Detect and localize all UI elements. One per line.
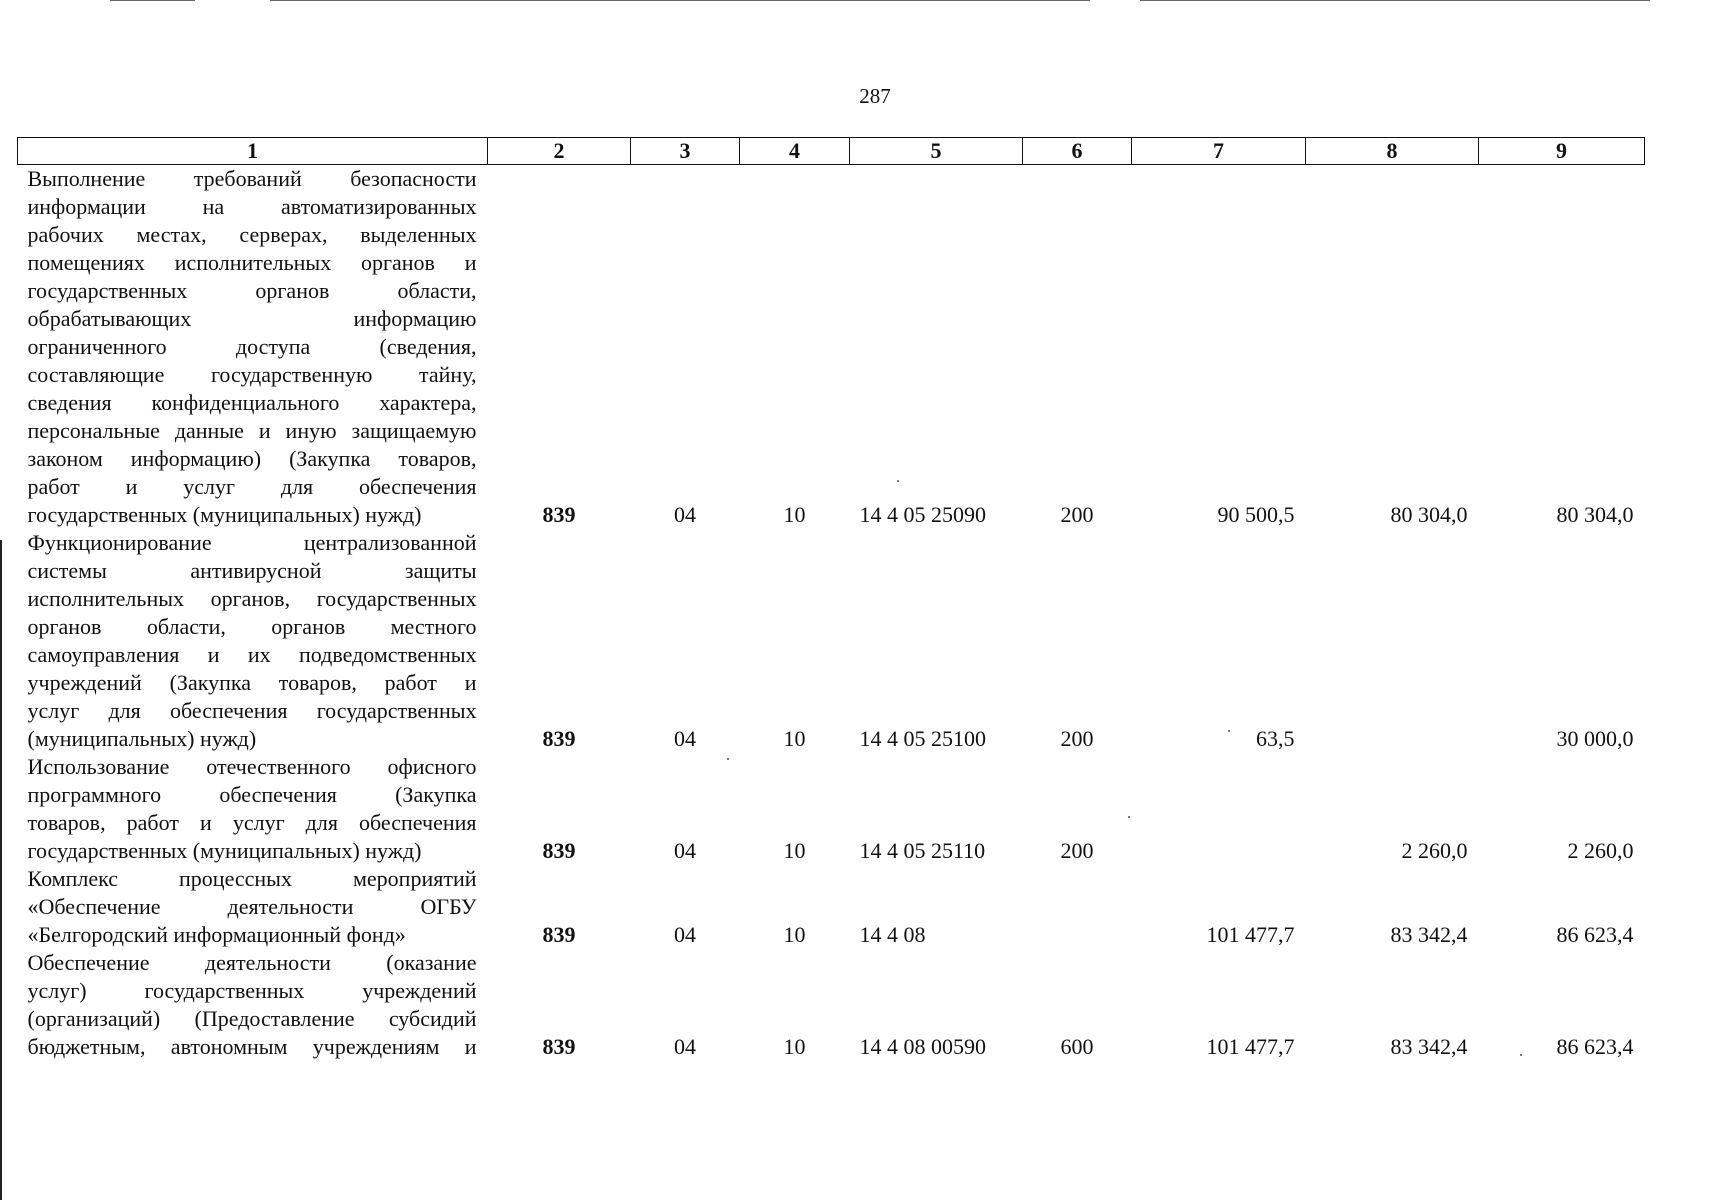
cell-amount-year-1: 63,5 — [1256, 726, 1295, 751]
cell-amount-year-3: 2 260,0 — [1567, 838, 1634, 863]
description-line: «Белгородский информационный фонд» — [27, 922, 406, 947]
description-line: законом информацию) (Закупка товаров, — [27, 446, 477, 471]
cell-target-article: 14 4 05 25100 — [859, 726, 986, 751]
cell-amount-year-1: 101 477,7 — [1206, 1034, 1295, 1059]
cell-subsection: 10 — [783, 922, 806, 947]
table-row — [18, 865, 1645, 949]
description-line: помещениях исполнительных органов и — [27, 250, 477, 275]
description-line: государственных органов области, — [27, 278, 477, 303]
table-row — [18, 949, 1645, 1061]
scan-left-edge — [0, 540, 2, 1200]
cell-section: 04 — [674, 726, 696, 751]
cell-expense-type: 200 — [1060, 502, 1094, 527]
cell-amount-year-2: 2 260,0 — [1401, 838, 1468, 863]
cell-description — [18, 753, 488, 865]
description-line: персональные данные и иную защищаемую — [27, 418, 477, 443]
cell-target-article: 14 4 08 — [859, 922, 926, 947]
description-line: системы антивирусной защиты — [27, 558, 477, 583]
description-line: исполнительных органов, государственных — [27, 586, 477, 611]
page-number: 287 — [859, 84, 891, 108]
cell-expense-type: 200 — [1060, 726, 1094, 751]
budget-table — [17, 137, 1645, 1061]
description-line: услуг) государственных учреждений — [27, 978, 477, 1003]
table-row — [18, 753, 1645, 865]
scan-edge-line — [270, 0, 650, 1]
cell-amount-year-3: 86 623,4 — [1556, 922, 1634, 947]
description-line: товаров, работ и услуг для обеспечения — [27, 810, 477, 835]
cell-expense-type — [1023, 865, 1132, 949]
column-header: 7 — [1132, 138, 1306, 165]
description-line: Функционирование централизованной — [27, 530, 477, 555]
description-line: Обеспечение деятельности (оказание — [27, 950, 477, 975]
description-line: обрабатывающих информацию — [27, 306, 477, 331]
cell-target-article: 14 4 08 00590 — [859, 1034, 986, 1059]
cell-description — [18, 165, 488, 530]
column-header: 9 — [1479, 138, 1645, 165]
table-row — [18, 165, 1645, 530]
column-header: 5 — [850, 138, 1023, 165]
cell-amount-year-2: 83 342,4 — [1390, 1034, 1468, 1059]
description-line: (организаций) (Предоставление субсидий — [27, 1006, 477, 1031]
cell-description — [18, 949, 488, 1061]
cell-ministry-code: 839 — [542, 502, 576, 527]
scan-edge-line — [110, 0, 195, 1]
description-line: рабочих местах, серверах, выделенных — [27, 222, 477, 247]
description-line: органов области, органов местного — [27, 614, 477, 639]
scan-edge-line — [640, 0, 1090, 1]
cell-ministry-code: 839 — [542, 838, 576, 863]
description-line: услуг для обеспечения государственных — [27, 698, 477, 723]
table-header-row — [18, 138, 1645, 165]
description-line: Выполнение требований безопасности — [27, 166, 477, 191]
column-header: 6 — [1023, 138, 1132, 165]
table-row — [18, 529, 1645, 753]
column-header: 4 — [740, 138, 850, 165]
cell-ministry-code: 839 — [542, 726, 576, 751]
cell-amount-year-3: 80 304,0 — [1556, 502, 1634, 527]
description-line: Комплекс процессных мероприятий — [27, 866, 477, 891]
description-line: учреждений (Закупка товаров, работ и — [27, 670, 477, 695]
cell-amount-year-2 — [1306, 529, 1479, 753]
cell-amount-year-1 — [1132, 753, 1306, 865]
cell-amount-year-3: 30 000,0 — [1556, 726, 1634, 751]
description-line: самоуправления и их подведомственных — [27, 642, 477, 667]
description-line: информации на автоматизированных — [27, 194, 477, 219]
cell-description — [18, 529, 488, 753]
description-line: составляющие государственную тайну, — [27, 362, 477, 387]
cell-amount-year-1: 90 500,5 — [1217, 502, 1295, 527]
cell-section: 04 — [674, 838, 696, 863]
column-header: 3 — [631, 138, 740, 165]
cell-amount-year-3: 86 623,4 — [1556, 1034, 1634, 1059]
description-line: ограниченного доступа (сведения, — [27, 334, 477, 359]
cell-subsection: 10 — [783, 1034, 806, 1059]
cell-section: 04 — [674, 502, 696, 527]
cell-ministry-code: 839 — [542, 1034, 576, 1059]
cell-subsection: 10 — [783, 838, 806, 863]
cell-section: 04 — [674, 922, 696, 947]
description-line: «Обеспечение деятельности ОГБУ — [27, 894, 477, 919]
cell-subsection: 10 — [783, 726, 806, 751]
cell-amount-year-2: 80 304,0 — [1390, 502, 1468, 527]
description-line: государственных (муниципальных) нужд) — [27, 838, 422, 863]
cell-description — [18, 865, 488, 949]
column-header: 2 — [488, 138, 631, 165]
cell-amount-year-1: 101 477,7 — [1206, 922, 1295, 947]
cell-expense-type: 200 — [1060, 838, 1094, 863]
cell-subsection: 10 — [783, 502, 806, 527]
column-header: 8 — [1306, 138, 1479, 165]
cell-section: 04 — [674, 1034, 696, 1059]
cell-target-article: 14 4 05 25090 — [859, 502, 986, 527]
cell-target-article: 14 4 05 25110 — [859, 838, 986, 863]
description-line: бюджетным, автономным учреждениям и — [27, 1034, 477, 1059]
column-header: 1 — [18, 138, 488, 165]
description-line: программного обеспечения (Закупка — [27, 782, 477, 807]
cell-amount-year-2: 83 342,4 — [1390, 922, 1468, 947]
cell-expense-type: 600 — [1060, 1034, 1094, 1059]
cell-ministry-code: 839 — [542, 922, 576, 947]
scan-edge-line — [1140, 0, 1650, 1]
description-line: (муниципальных) нужд) — [27, 726, 257, 751]
description-line: работ и услуг для обеспечения — [27, 474, 477, 499]
description-line: Использование отечественного офисного — [27, 754, 477, 779]
description-line: сведения конфиденциального характера, — [27, 390, 477, 415]
description-line: государственных (муниципальных) нужд) — [27, 502, 422, 527]
